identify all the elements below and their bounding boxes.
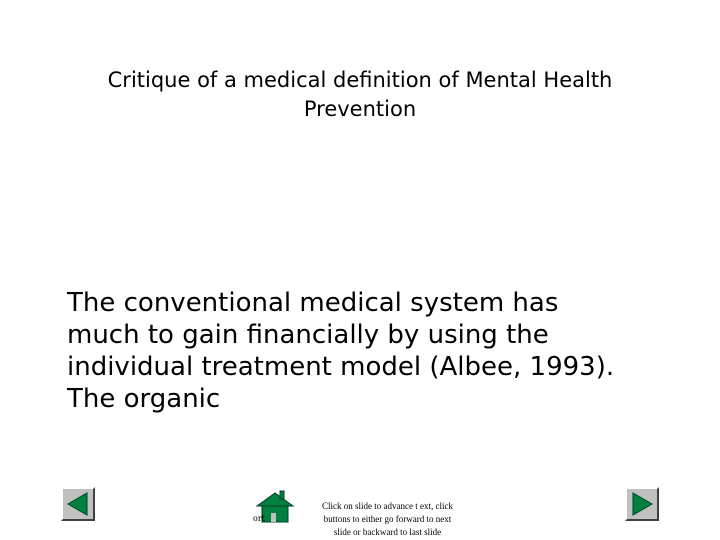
body-line-1: The conventional medical system has	[67, 288, 559, 318]
home-button-label: ort	[253, 514, 265, 523]
slide-title	[40, 66, 680, 124]
hint-line-2: buttons to either go forward to next	[323, 514, 452, 524]
slide-title-line-2: Prevention	[303, 97, 417, 121]
hint-line-3: slide or backward to last slide	[333, 527, 442, 537]
body-line-3: individual treatment model (Albee, 1993).	[67, 352, 615, 382]
body-line-4: The organic	[67, 384, 221, 414]
slide-body	[67, 287, 687, 415]
previous-slide-button[interactable]	[61, 487, 95, 521]
hint-line-1: Click on slide to advance t ext, click	[322, 501, 453, 511]
home-button[interactable]	[253, 490, 295, 524]
body-line-2: much to gain financially by using the	[67, 320, 549, 350]
navigation-hint	[300, 500, 475, 539]
triangle-left-icon	[65, 491, 91, 517]
slide-title-line-1: Critique of a medical definition of Mental Health	[107, 68, 613, 92]
triangle-right-icon	[629, 491, 655, 517]
next-slide-button[interactable]	[625, 487, 659, 521]
